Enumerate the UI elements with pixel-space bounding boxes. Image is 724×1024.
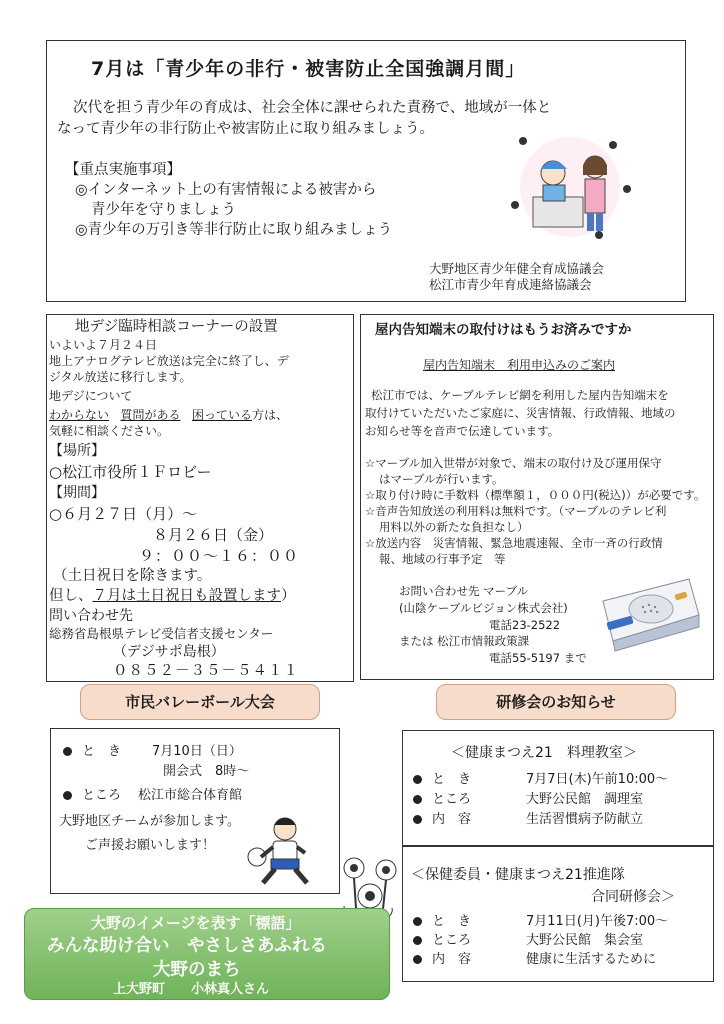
s2-what-value: 健康に生活するために <box>526 952 657 967</box>
s2-when-value: 7月11日(月)午後7:00～ <box>526 914 669 929</box>
volleyball-box <box>50 728 340 894</box>
terminal-contact-4: または 松江市情報政策課 <box>399 634 530 648</box>
s1-when-value: 7月7日(木)午前10:00～ <box>526 772 669 787</box>
period-2: ８月２６日（金） <box>153 526 274 544</box>
notice-intro-2: なって青少年の非行防止や被害防止に取り組みましょう。 <box>57 121 434 137</box>
volley-cheer: ご声援お願いします！ <box>85 838 216 853</box>
terminal-n4b: 報、地域の行事予定 等 <box>379 552 506 566</box>
slogan-author: 上大野町 小林真人さん <box>113 982 270 997</box>
digital-line-6: 気軽に相談ください。 <box>49 424 170 438</box>
except-2b: ７月は土日祝日も設置します <box>92 588 281 604</box>
org-1: 大野地区青少年健全育成協議会 <box>429 261 605 276</box>
terminal-box <box>360 314 714 680</box>
volley-where-row <box>63 787 242 804</box>
priority-item-2: ◎青少年の万引き等非行防止に取り組みましょう <box>75 222 393 238</box>
terminal-n4a: ☆放送内容 災害情報、緊急地震速報、全市一斉の行政情 <box>365 536 663 550</box>
bullet-icon <box>413 936 422 945</box>
volley-when-key: と き <box>82 744 122 759</box>
digital-line-3: ジタル放送に移行します。 <box>49 370 192 384</box>
terminal-n3b: 用料以外の新たな負担なし） <box>379 520 529 534</box>
volleyball-player-illustration <box>245 813 321 891</box>
except-2a: 但し、 <box>49 588 93 604</box>
terminal-contact-2: (山陰ケーブルビジョン株式会社) <box>399 601 568 615</box>
digital-title: 地デジ臨時相談コーナーの設置 <box>75 319 278 335</box>
training-box-2 <box>402 846 714 982</box>
s1-what-key: 内 容 <box>432 812 472 827</box>
volley-when-row <box>63 743 242 760</box>
word-dont-understand: わからない <box>49 408 110 422</box>
notice-title: 7月は「青少年の非行・被害防止全国強調月間」 <box>91 58 526 80</box>
bullet-icon <box>413 775 422 784</box>
digital-line-5 <box>49 407 288 423</box>
slogan-line-1: みんな助け合い やさしさあふれる <box>47 936 327 956</box>
except-2c: ） <box>281 588 296 604</box>
contact-org: 総務省島根県テレビ受信者支援センター <box>49 626 274 641</box>
teacher-child-illustration <box>503 131 637 243</box>
terminal-contact-5: 電話55-5197 まで <box>489 651 587 665</box>
terminal-n1b: はマーブルが行います。 <box>379 472 504 486</box>
s1-title: ＜健康まつえ21 料理教室＞ <box>451 745 637 761</box>
s1-what-row <box>413 811 643 828</box>
terminal-device-illustration <box>593 571 705 653</box>
contact-heading: 問い合わせ先 <box>49 608 133 624</box>
place-heading: 【場所】 <box>49 443 105 459</box>
bullet-icon <box>63 747 72 756</box>
period-3: ９：００～１６：００ <box>139 547 300 565</box>
notice-box <box>46 40 686 302</box>
s1-what-value: 生活習慣病予防献立 <box>526 812 644 827</box>
priority-heading: 【重点実施事項】 <box>65 162 181 178</box>
s2-what-row <box>413 951 656 968</box>
slogan-banner <box>24 908 390 1000</box>
s1-where-value: 大野公民館 調理室 <box>526 792 644 807</box>
training-box-1 <box>402 730 714 846</box>
s1-when-row <box>413 771 668 788</box>
s2-title-1: ＜保健委員・健康まつえ21推進隊 <box>411 867 625 883</box>
word-trouble: 困っている <box>191 408 252 422</box>
s2-what-key: 内 容 <box>432 952 472 967</box>
word-question: 質問がある <box>120 408 181 422</box>
contact-tel: ０８５２－３５－５４１１ <box>113 663 299 679</box>
volley-where-value: 松江市総合体育館 <box>138 788 243 803</box>
volley-when-value: 7月10日（日） <box>152 744 242 759</box>
s2-where-row <box>413 932 643 949</box>
digital-line-5-tail: 方は、 <box>251 408 288 422</box>
period-1: ○６月２７日（月）～ <box>49 505 198 523</box>
terminal-p3: お知らせ等を音声で伝達しています。 <box>365 424 560 438</box>
period-heading: 【期間】 <box>49 485 105 501</box>
slogan-heading: 大野のイメージを表す「標語」 <box>91 914 301 932</box>
terminal-n2: ☆取り付け時に手数料（標準額１，０００円(税込)）が必要です。 <box>365 488 706 502</box>
s1-when-key: と き <box>432 772 472 787</box>
s2-title-2: 合同研修会＞ <box>591 889 675 905</box>
contact-nick: （デジサポ島根） <box>113 644 225 660</box>
slogan-line-2: 大野のまち <box>153 960 241 980</box>
terminal-p1: 松江市では、ケーブルテレビ網を利用した屋内告知端末を <box>371 388 669 402</box>
digital-box <box>46 314 354 682</box>
bullet-icon <box>413 795 422 804</box>
digital-line-4: 地デジについて <box>49 389 133 403</box>
terminal-title: 屋内告知端末の取付けはもうお済みですか <box>375 322 632 338</box>
priority-item-1a: ◎インターネット上の有害情報による被害から <box>75 182 377 198</box>
bullet-icon <box>413 955 422 964</box>
s2-where-key: ところ <box>432 933 472 948</box>
bullet-icon <box>413 815 422 824</box>
s1-where-key: ところ <box>432 792 472 807</box>
s2-when-row <box>413 913 668 930</box>
s1-where-row <box>413 791 643 808</box>
terminal-subtitle: 屋内告知端末 利用申込みのご案内 <box>423 358 616 372</box>
terminal-p2: 取付けていただいたご家庭に、災害情報、行政情報、地域の <box>365 406 676 420</box>
s2-when-key: と き <box>432 914 472 929</box>
digital-line-1: いよいよ７月２４日 <box>49 338 158 352</box>
terminal-contact-3: 電話23-2522 <box>489 618 561 632</box>
terminal-n1a: ☆マーブル加入世帯が対象で、端末の取付け及び運用保守 <box>365 456 662 470</box>
bullet-icon <box>63 791 72 800</box>
terminal-contact-1: お問い合わせ先 マーブル <box>399 584 529 598</box>
s2-where-value: 大野公民館 集会室 <box>526 933 644 948</box>
bullet-icon <box>413 917 422 926</box>
training-tab: 研修会のお知らせ <box>436 684 676 720</box>
volleyball-tab: 市民バレーボール大会 <box>80 684 320 720</box>
except-2 <box>49 587 296 605</box>
terminal-n3a: ☆音声告知放送の利用料は無料です。（マーブルのテレビ利 <box>365 504 667 518</box>
org-2: 松江市青少年育成連絡協議会 <box>429 277 592 292</box>
volley-where-key: ところ <box>82 788 122 803</box>
digital-line-2: 地上アナログテレビ放送は完全に終了し、デ <box>49 354 289 368</box>
notice-intro-1: 次代を担う青少年の育成は、社会全体に課せられた責務で、地域が一体と <box>73 100 552 116</box>
volley-team: 大野地区チームが参加します。 <box>59 814 240 829</box>
volley-ceremony: 開会式 8時～ <box>163 764 250 779</box>
place-value: ○松江市役所１Ｆロビー <box>49 463 212 481</box>
priority-item-1b: 青少年を守りましょう <box>91 202 236 218</box>
except-1: （土日祝日を除きます。 <box>53 568 212 584</box>
